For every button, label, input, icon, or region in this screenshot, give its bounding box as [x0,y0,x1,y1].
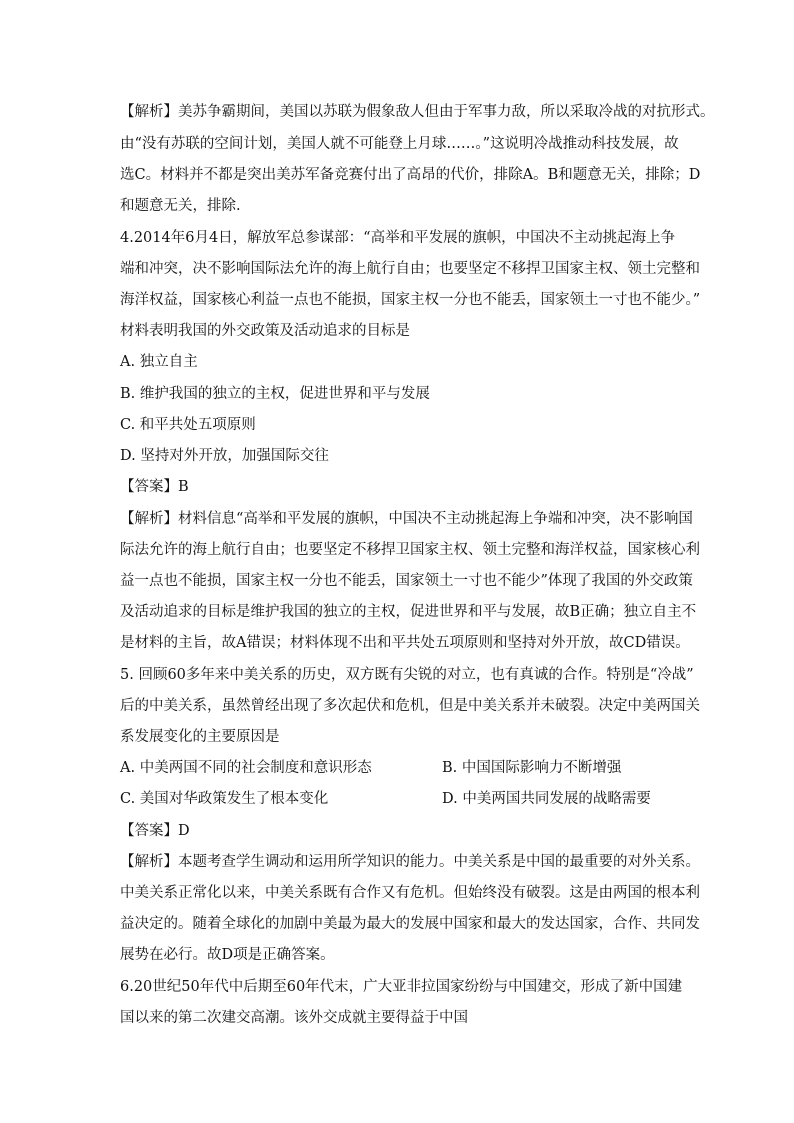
question-5-option-a: A. 中美两国不同的社会制度和意识形态 [120,760,372,776]
question-6-stem: 6.20世纪50年代中后期至60年代末，广大亚非拉国家纷纷与中国建交，形成了新中国建 [120,979,683,995]
analysis-line: 和题意无关，排除. [120,198,241,214]
question-4-stem: 海洋权益，国家核心利益一点也不能损，国家主权一分也不能丢，国家领土一寸也不能少。” [120,292,701,308]
analysis-line: 由“没有苏联的空间计划，美国人就不可能登上月球……。”这说明冷战推动科技发展，故 [120,136,679,152]
answer-tag: 【答案】 [120,823,178,839]
question-4-stem: 4.2014年6月4日，解放军总参谋部：“高举和平发展的旗帜，中国决不主动挑起海上争 [120,230,676,246]
question-6-stem: 国以来的第二次建交高潮。该外交成就主要得益于中国 [120,1010,468,1026]
analysis-tag: 【解析】 [120,854,178,870]
question-4-answer [120,477,700,497]
question-4-stem: 端和冲突，决不影响国际法允许的海上航行自由；也要坚定不移捍卫国家主权、领土完整和 [120,261,700,277]
question-5-stem: 系发展变化的主要原因是 [120,729,280,745]
question-4-option-b: B. 维护我国的独立的主权，促进世界和平与发展 [120,386,430,402]
answer-value: D [178,823,190,839]
analysis-tag: 【解析】 [120,104,178,120]
question-4-analysis: 【解析】材料信息“高举和平发展的旗帜，中国决不主动挑起海上争端和冲突，决不影响国 [120,511,693,527]
question-5-analysis: 益决定的。随着全球化的加剧中美最为最大的发展中国家和最大的发达国家，合作、共同发 [120,916,700,932]
question-5-stem: 5. 回顾60多年来中美关系的历史，双方既有尖锐的对立，也有真诚的合作。特别是“冷战” [120,667,694,683]
question-5-analysis: 中美关系正常化以来，中美关系既有合作又有危机。但始终没有破裂。这是由两国的根本利 [120,885,700,901]
analysis-line: 选C。材料并不都是突出美苏军备竞赛付出了高昂的代价，排除A。B和题意无关，排除；D [120,167,701,183]
analysis-line: 【解析】美苏争霸期间，美国以苏联为假象敌人但由于军事力敌，所以采取冷战的对抗形式。 [120,104,715,120]
question-5-analysis: 展势在必行。故D项是正确答案。 [120,947,335,963]
question-4-analysis: 及活动追求的目标是维护我国的独立的主权，促进世界和平与发展，故B正确；独立自主不 [120,604,697,620]
question-4-option-d: D. 坚持对外开放，加强国际交往 [120,448,329,464]
question-4-analysis: 际法允许的海上航行自由；也要坚定不移捍卫国家主权、领土完整和海洋权益，国家核心利 [120,542,700,558]
question-4-option-c: C. 和平共处五项原则 [120,417,256,433]
answer-tag: 【答案】 [120,479,178,495]
analysis-tag: 【解析】 [120,511,178,527]
question-4-stem: 材料表明我国的外交政策及活动追求的目标是 [120,323,410,339]
question-5-option-b: B. 中国国际影响力不断增强 [442,760,622,776]
question-5-answer [120,821,700,841]
question-5-option-d: D. 中美两国共同发展的战略需要 [442,791,651,807]
question-5-option-c: C. 美国对华政策发生了根本变化 [120,791,329,807]
question-4-analysis: 是材料的主旨，故A错误；材料体现不出和平共处五项原则和坚持对外开放，故CD错误。 [120,635,690,651]
question-4-option-a: A. 独立自主 [120,354,198,370]
answer-value: B [178,479,189,495]
question-4-analysis: 益一点也不能损，国家主权一分也不能丢，国家领土一寸也不能少”体现了我国的外交政策 [120,573,693,589]
question-5-analysis: 【解析】本题考查学生调动和运用所学知识的能力。中美关系是中国的最重要的对外关系。 [120,854,700,870]
question-5-stem: 后的中美关系，虽然曾经出现了多次起伏和危机，但是中美关系并未破裂。决定中美两国关 [120,698,700,714]
